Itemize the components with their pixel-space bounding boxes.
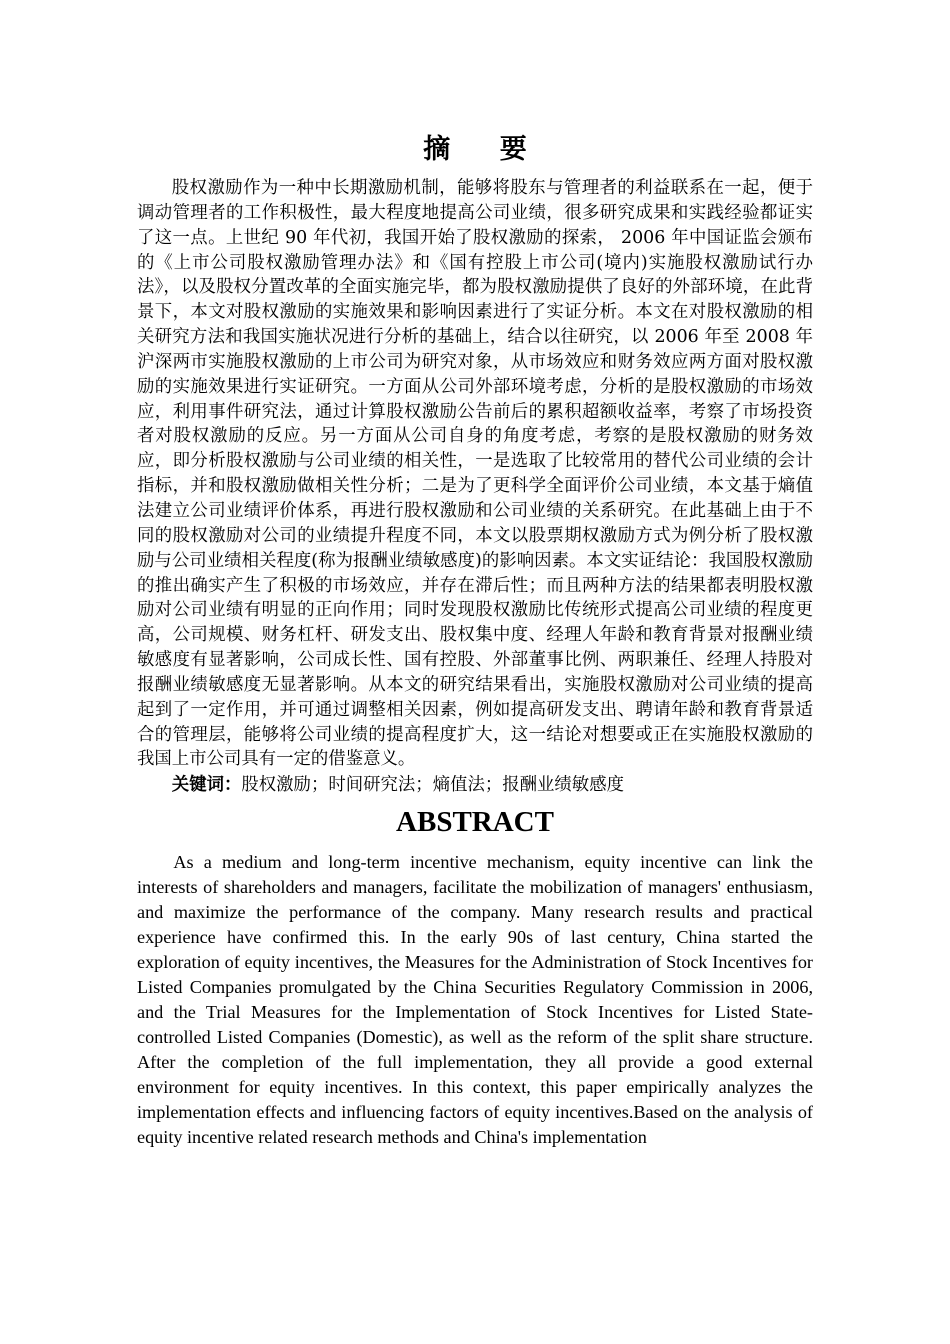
- english-abstract-body: As a medium and long-term incentive mechanism, equity incentive can link the interests of shareholders and managers, facilitate the mobilization of managers' enthusiasm, and maximize the performance of the company. Many research results and practical experience have confirmed this. In the early 90s of last century, China started the exploration of equity incentives, the Measures for the Administration of Stock Incentives for Listed Companies promulgated by the China Securities Regulatory Commission in 2006, and the Trial Measures for the Implementation of Stock Incentives for Listed State-controlled Listed Companies (Domestic), as well as the reform of the split share structure. After the completion of the full implementation, they all provide a good external environment for equity incentives. In this context, this paper empirically analyzes the implementation effects and influencing factors of equity incentives.Based on the analysis of equity incentive related research methods and China's implementation: [137, 852, 813, 1148]
- chinese-abstract-body: 股权激励作为一种中长期激励机制，能够将股东与管理者的利益联系在一起，便于调动管理者的工作积极性，最大程度地提高公司业绩，很多研究成果和实践经验都证实了这一点。上世纪 90 年代初，我国开始了股权激励的探索， 2006 年中国证监会颁布的《上市公司股权激励管理办法》和《国有控股上市公司(境内)实施股权激励试行办法》，以及股权分置改革的全面实施完毕，都为股权激励提供了良好的外部环境，在此背景下，本文对股权激励的实施效果和影响因素进行了实证分析。本文在对股权激励的相关研究方法和我国实施状况进行分析的基础上，结合以往研究，以 2006 年至 2008 年沪深两市实施股权激励的上市公司为研究对象，从市场效应和财务效应两方面对股权激励的实施效果进行实证研究。一方面从公司外部环境考虑，分析的是股权激励的市场效应，利用事件研究法，通过计算股权激励公告前后的累积超额收益率，考察了市场投资者对股权激励的反应。另一方面从公司自身的角度考虑，考察的是股权激励的财务效应，即分析股权激励与公司业绩的相关性，一是选取了比较常用的替代公司业绩的会计指标，并和股权激励做相关性分析；二是为了更科学全面评价公司业绩，本文基于熵值法建立公司业绩评价体系，再进行股权激励和公司业绩的关系研究。在此基础上由于不同的股权激励对公司的业绩提升程度不同，本文以股票期权激励方式为例分析了股权激励与公司业绩相关程度(称为报酬业绩敏感度)的影响因素。本文实证结论：我国股权激励的推出确实产生了积极的市场效应，并存在滞后性；而且两种方法的结果都表明股权激励对公司业绩有明显的正向作用；同时发现股权激励比传统形式提高公司业绩的程度更高，公司规模、财务杠杆、研发支出、股权集中度、经理人年龄和教育背景对报酬业绩敏感度有显著影响，公司成长性、国有控股、外部董事比例、两职兼任、经理人持股对报酬业绩敏感度无显著影响。从本文的研究结果看出，实施股权激励对公司业绩的提高起到了一定作用，并可通过调整相关因素，例如提高研发支出、聘请年龄和教育背景适合的管理层，能够将公司业绩的提高程度扩大，这一结论对想要或正在实施股权激励的我国上市公司具有一定的借鉴意义。: [137, 178, 813, 770]
- keywords-text: 股权激励；时间研究法；熵值法；报酬业绩敏感度: [241, 775, 624, 796]
- keywords-label: 关键词：: [171, 775, 242, 796]
- english-abstract-title: ABSTRACT: [396, 806, 554, 839]
- chinese-keywords: [137, 772, 813, 798]
- abstract-page: [137, 130, 813, 1150]
- chinese-abstract-title: 摘 要: [423, 134, 547, 165]
